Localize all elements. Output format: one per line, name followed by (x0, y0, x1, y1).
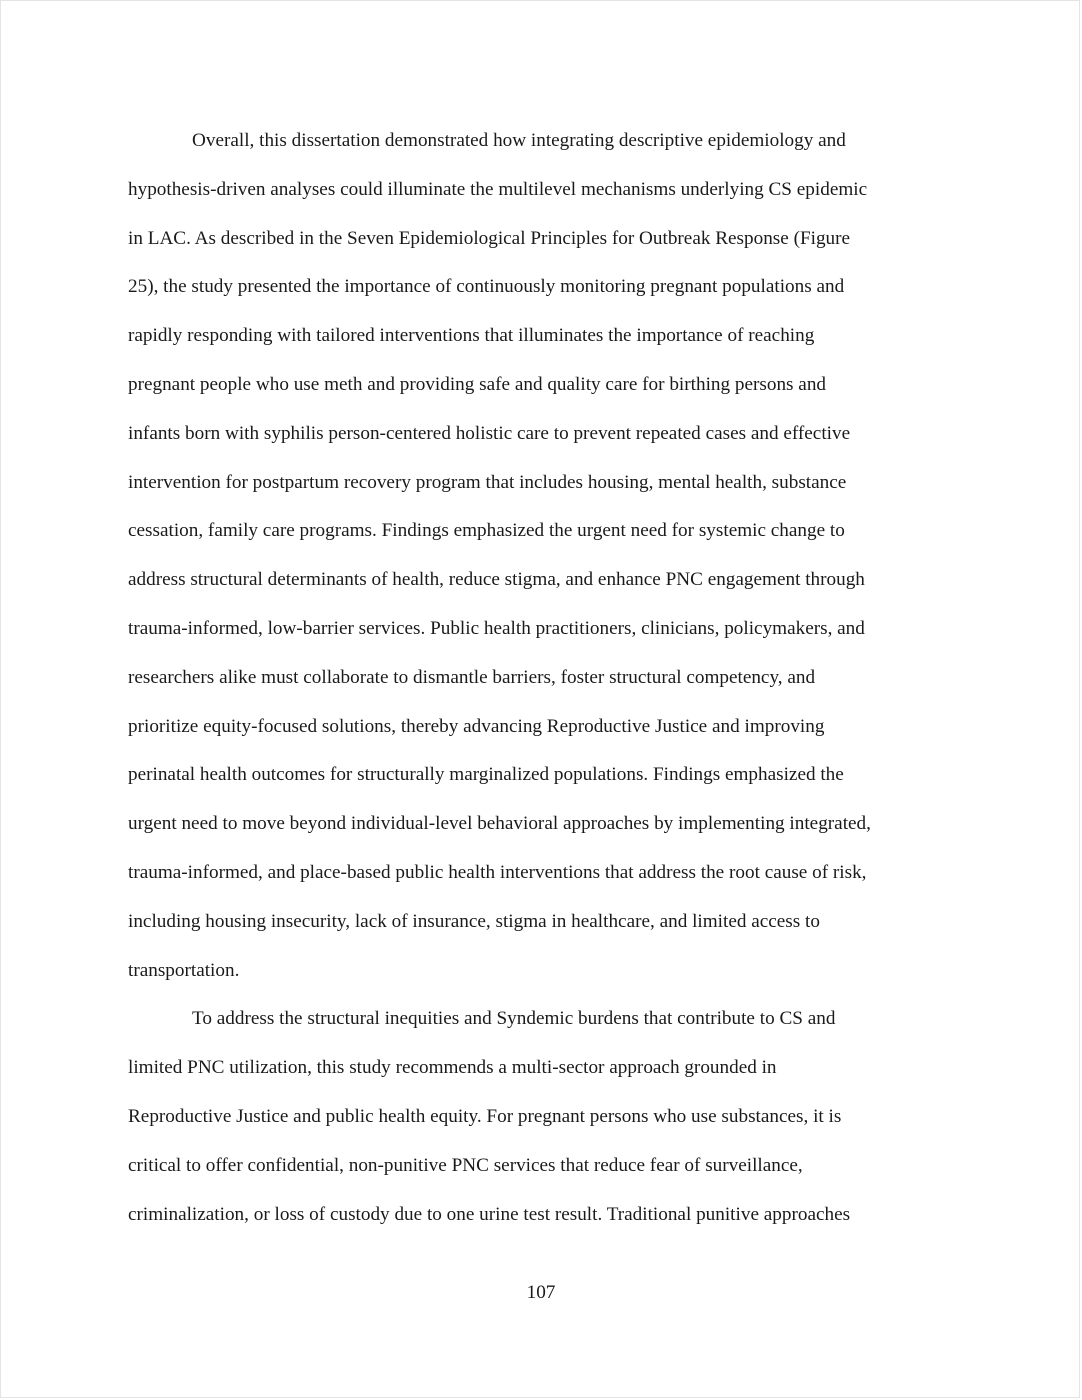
paragraph-2-line: Reproductive Justice and public health equity. For pregnant persons who use substances, it is (128, 1105, 842, 1127)
paragraph-1-line: Overall, this dissertation demonstrated how integrating descriptive epidemiology and (192, 130, 846, 151)
paragraph-1-line: cessation, family care programs. Findings emphasized the urgent need for systemic change to (128, 520, 845, 542)
paragraph-1-line: trauma-informed, low-barrier services. Public health practitioners, clinicians, policymakers, and (128, 617, 865, 639)
paragraph-2-line: To address the structural inequities and Syndemic burdens that contribute to CS and (192, 1008, 836, 1030)
paragraph-1-line: 25), the study presented the importance of continuously monitoring pregnant populations and (128, 276, 845, 298)
paragraph-1-line: prioritize equity-focused solutions, thereby advancing Reproductive Justice and improving (128, 715, 825, 737)
paragraph-1-line: urgent need to move beyond individual-level behavioral approaches by implementing integrated, (128, 813, 871, 835)
paragraph-2-line: critical to offer confidential, non-punitive PNC services that reduce fear of surveillance, (128, 1154, 803, 1176)
paragraph-1-line: rapidly responding with tailored interventions that illuminates the importance of reaching (128, 325, 815, 347)
paragraph-1-line: intervention for postpartum recovery program that includes housing, mental health, substance (128, 471, 847, 493)
paragraph-1-line: in LAC. As described in the Seven Epidemiological Principles for Outbreak Response (Figure (128, 227, 851, 249)
paragraph-1-line: transportation. (128, 959, 240, 981)
paragraph-1-line: researchers alike must collaborate to dismantle barriers, foster structural competency, and (128, 666, 816, 688)
paragraph-1-line: infants born with syphilis person-centered holistic care to prevent repeated cases and effective (128, 422, 851, 444)
paragraph-1-line: perinatal health outcomes for structurally marginalized populations. Findings emphasized the (128, 764, 844, 786)
paragraph-2-line: criminalization, or loss of custody due to one urine test result. Traditional punitive approaches (128, 1203, 851, 1225)
paragraph-1-line: address structural determinants of health, reduce stigma, and enhance PNC engagement through (128, 569, 865, 591)
paragraph-1-line: including housing insecurity, lack of insurance, stigma in healthcare, and limited access to (128, 910, 820, 932)
paragraph-2-line: limited PNC utilization, this study recommends a multi-sector approach grounded in (128, 1057, 777, 1079)
body-text (128, 117, 958, 1239)
paragraph-1-line: hypothesis-driven analyses could illuminate the multilevel mechanisms underlying CS epidemic (128, 178, 868, 200)
paragraph-1-line: pregnant people who use meth and providing safe and quality care for birthing persons and (128, 373, 827, 395)
paragraph-1-line: trauma-informed, and place-based public health interventions that address the root cause of risk, (128, 861, 867, 883)
page-number: 107 (526, 1282, 556, 1303)
